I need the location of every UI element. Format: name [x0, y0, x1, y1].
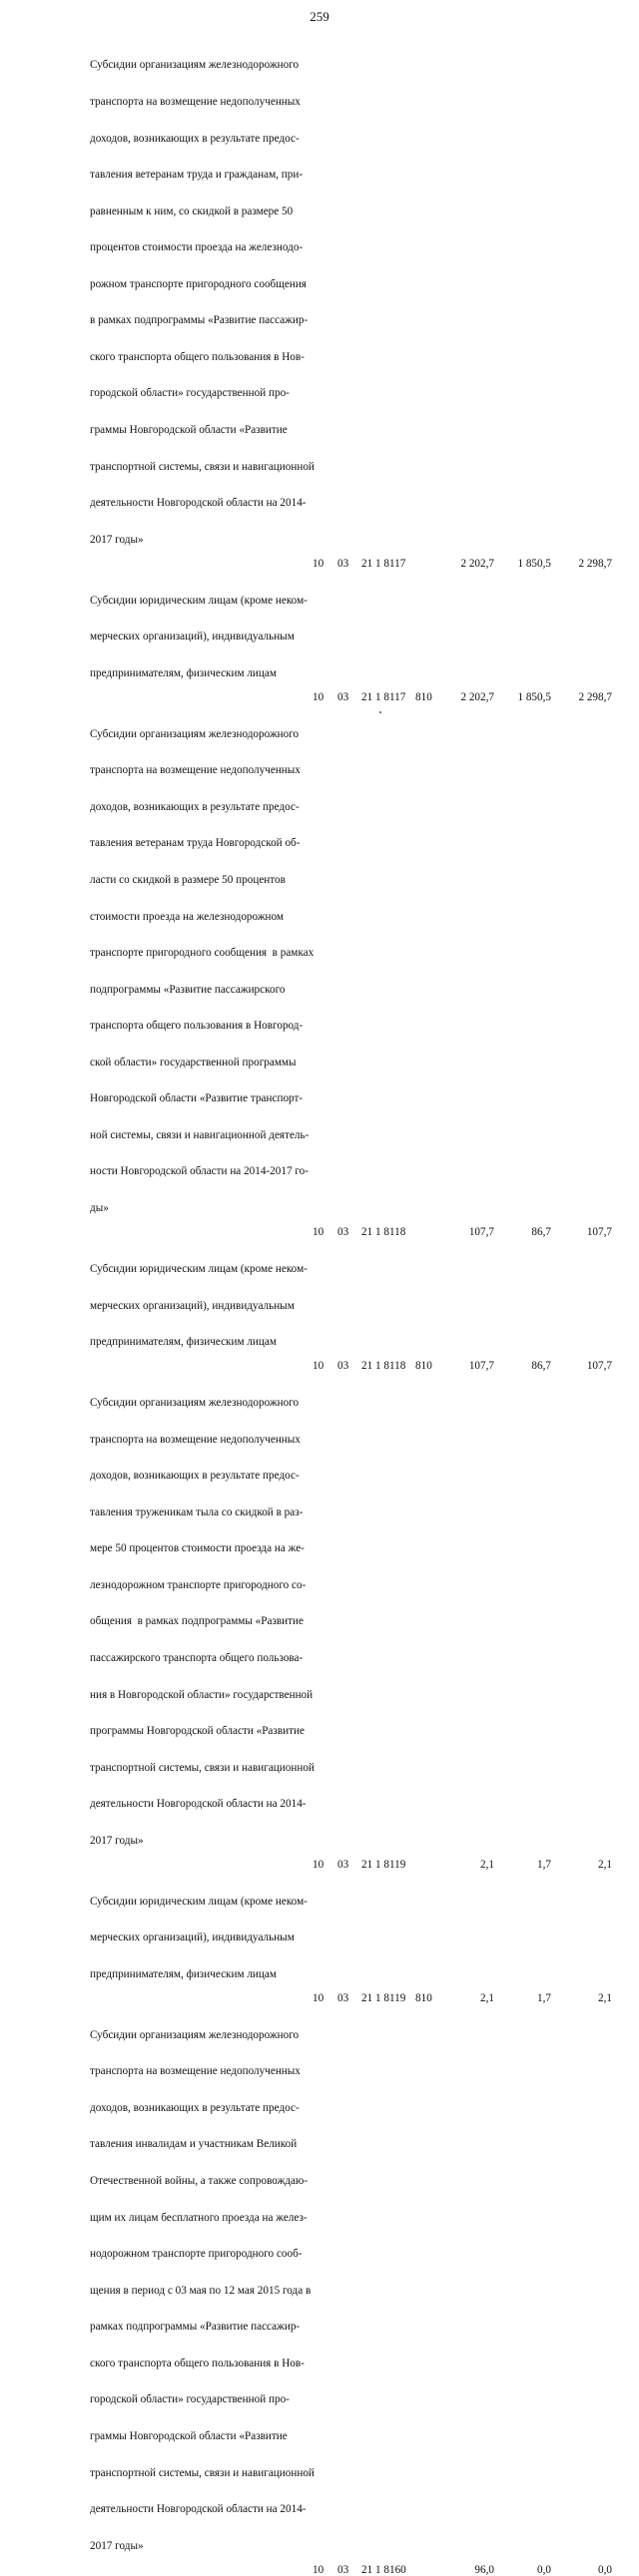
description-line: 2017 годы» [90, 533, 144, 546]
description-line: стоимости проезда на железнодорожном [90, 910, 284, 923]
table-row [0, 1239, 639, 1373]
amount-year-2: 1 850,5 [517, 691, 551, 704]
description-line: граммы Новгородской области «Развитие [90, 2429, 288, 2442]
amount-year-1: 2,1 [480, 1992, 494, 2005]
row-values [0, 1992, 639, 2004]
target-article-code: 21 1 8118 [361, 1226, 406, 1239]
amount-year-3: 2,1 [598, 1859, 612, 1872]
table-row [0, 35, 639, 570]
subsection-code: 03 [337, 1360, 349, 1373]
description-line: транспорта общего пользования в Новгород- [90, 1020, 304, 1033]
subsection-code: 03 [337, 691, 349, 704]
expense-type-code: 810 [415, 691, 432, 704]
description-line: процентов стоимости проезда на железнодо- [90, 241, 304, 254]
row-description [90, 2004, 315, 2576]
amount-year-1: 2 202,7 [460, 558, 494, 571]
description-line: ласти со скидкой в размере 50 процентов [90, 873, 286, 886]
description-line: деятельности Новгородской области на 2014- [90, 1798, 307, 1811]
description-line: Субсидии юридическим лицам (кроме неком- [90, 1262, 308, 1275]
row-description [90, 570, 312, 703]
description-line: транспортной системы, связи и навигационной [90, 1761, 315, 1774]
section-code: 10 [313, 1859, 324, 1872]
description-line: в рамках подпрограммы «Развитие пассажир- [90, 314, 309, 327]
description-line: доходов, возникающих в результате предос- [90, 1470, 300, 1483]
row-description [90, 703, 315, 1238]
description-line: Отечественной войны, а также сопровождаю- [90, 2175, 309, 2187]
target-article-code: 21 1 8117 [361, 691, 406, 704]
description-line: Новгородской области «Развитие транспорт- [90, 1092, 304, 1105]
description-line: транспорта на возмещение недополученных [90, 2065, 301, 2078]
description-line: транспортной системы, связи и навигационной [90, 460, 315, 473]
description-line: предпринимателям, физическим лицам [90, 1967, 277, 1980]
target-article-code: 21 1 8117 [361, 558, 406, 571]
description-line: транспорта на возмещение недополученных [90, 95, 301, 108]
amount-year-2: 1,7 [537, 1859, 551, 1872]
amount-year-3: 107,7 [586, 1226, 612, 1239]
section-code: 10 [313, 1360, 324, 1373]
description-line: ния в Новгородской области» государственной [90, 1688, 314, 1701]
target-article-code: 21 1 8119 [361, 1992, 406, 2005]
budget-table [0, 35, 639, 2576]
table-row [0, 1373, 639, 1872]
row-values [0, 2564, 639, 2576]
description-line: транспорта на возмещение недополученных [90, 764, 301, 777]
description-line: ности Новгородской области на 2014-2017 го- [90, 1165, 309, 1178]
description-line: Субсидии организациям железнодорожного [90, 59, 300, 72]
description-line: подпрограммы «Развитие пассажирского [90, 983, 286, 996]
subsection-code: 03 [337, 558, 349, 571]
subsection-code: 03 [337, 2564, 349, 2576]
description-line: тавления ветеранам труда и гражданам, при- [90, 169, 304, 182]
description-line: транспортной системы, связи и навигационной [90, 2466, 315, 2479]
amount-year-1: 2,1 [480, 1859, 494, 1872]
amount-year-2: 1 850,5 [517, 558, 551, 571]
description-line: мерческих организаций), индивидуальным [90, 1299, 295, 1312]
target-article-code: 21 1 8119 [361, 1859, 406, 1872]
description-line: ского транспорта общего пользования в Нов- [90, 350, 305, 363]
description-line: общения в рамках подпрограммы «Развитие [90, 1615, 304, 1628]
amount-year-3: 2,1 [598, 1992, 612, 2005]
amount-year-3: 0,0 [598, 2564, 612, 2576]
section-code: 10 [313, 1226, 324, 1239]
description-line: тавления труженикам тыла со скидкой в раз- [90, 1505, 304, 1518]
description-line: пассажирского транспорта общего пользова- [90, 1651, 304, 1664]
description-line: мере 50 процентов стоимости проезда на же- [90, 1542, 305, 1555]
expense-type-code: 810 [415, 1360, 432, 1373]
description-line: доходов, возникающих в результате предос- [90, 2101, 300, 2114]
target-article-code: 21 1 8160 [361, 2564, 406, 2576]
row-values [0, 1360, 639, 1372]
amount-year-3: 2 298,7 [578, 691, 612, 704]
description-line: Субсидии организациям железнодорожного [90, 1397, 300, 1409]
amount-year-3: 107,7 [586, 1360, 612, 1373]
description-line: городской области» государственной про- [90, 387, 290, 400]
amount-year-2: 86,7 [531, 1360, 551, 1373]
table-row [0, 703, 639, 1238]
subsection-code: 03 [337, 1992, 349, 2005]
amount-year-2: 0,0 [537, 2564, 551, 2576]
description-line: ского транспорта общего пользования в Нов- [90, 2357, 305, 2369]
amount-year-1: 96,0 [474, 2564, 494, 2576]
description-line: Субсидии юридическим лицам (кроме неком- [90, 594, 308, 607]
row-values [0, 1859, 639, 1871]
description-line: мерческих организаций), индивидуальным [90, 631, 295, 644]
section-code: 10 [313, 1992, 324, 2005]
description-line: транспорта на возмещение недополученных [90, 1433, 301, 1446]
amount-year-3: 2 298,7 [578, 558, 612, 571]
amount-year-1: 107,7 [468, 1226, 494, 1239]
description-line: деятельности Новгородской области на 2014- [90, 2503, 307, 2516]
description-line: Субсидии юридическим лицам (кроме неком- [90, 1895, 308, 1908]
description-line: предпринимателям, физическим лицам [90, 666, 277, 679]
amount-year-1: 107,7 [468, 1360, 494, 1373]
description-line: транспорте пригородного сообщения в рамках [90, 947, 315, 960]
description-line: Субсидии организациям железнодорожного [90, 2028, 300, 2041]
table-row [0, 1871, 639, 2004]
section-code: 10 [313, 2564, 324, 2576]
description-line: нодорожном транспорте пригородного сооб- [90, 2248, 303, 2261]
row-description [90, 1239, 312, 1373]
subsection-code: 03 [337, 1859, 349, 1872]
description-line: граммы Новгородской области «Развитие [90, 424, 288, 436]
description-line: щения в период с 03 мая по 12 мая 2015 года в [90, 2284, 312, 2297]
description-line: лезнодорожном транспорте пригородного со- [90, 1578, 307, 1591]
subsection-code: 03 [337, 1226, 349, 1239]
description-line: доходов, возникающих в результате предос- [90, 132, 300, 145]
amount-year-2: 1,7 [537, 1992, 551, 2005]
description-line: доходов, возникающих в результате предос- [90, 800, 300, 813]
row-values [0, 691, 639, 703]
amount-year-1: 2 202,7 [460, 691, 494, 704]
description-line: 2017 годы» [90, 2539, 144, 2552]
target-article-code: 21 1 8118 [361, 1360, 406, 1373]
description-line: рамках подпрограммы «Развитие пассажир- [90, 2321, 301, 2334]
row-description [90, 1871, 312, 2004]
description-line: программы Новгородской области «Развитие [90, 1725, 305, 1738]
description-line: мерческих организаций), индивидуальным [90, 1932, 295, 1944]
description-line: ной системы, связи и навигационной деятель- [90, 1128, 310, 1141]
row-values [0, 1226, 639, 1238]
description-line: ской области» государственной программы [90, 1056, 297, 1069]
description-line: тавления ветеранам труда Новгородской об- [90, 837, 301, 850]
description-line: городской области» государственной про- [90, 2393, 290, 2406]
table-row [0, 2004, 639, 2576]
row-description [90, 1373, 315, 1872]
table-row [0, 570, 639, 703]
amount-year-2: 86,7 [531, 1226, 551, 1239]
description-line: рожном транспорте пригородного сообщения [90, 277, 307, 290]
description-line: ды» [90, 1202, 109, 1214]
description-line: Субсидии организациям железнодорожного [90, 727, 300, 740]
section-code: 10 [313, 691, 324, 704]
row-description [90, 35, 315, 570]
section-code: 10 [313, 558, 324, 571]
description-line: щим их лицам бесплатного проезда на желез- [90, 2211, 308, 2224]
description-line: тавления инвалидам и участникам Великой [90, 2138, 298, 2151]
description-line: равненным к ним, со скидкой в размере 50 [90, 205, 294, 217]
scan-speck [379, 711, 381, 713]
row-values [0, 558, 639, 570]
description-line: деятельности Новгородской области на 2014- [90, 497, 307, 510]
page-number: 259 [310, 9, 329, 24]
description-line: 2017 годы» [90, 1834, 144, 1847]
expense-type-code: 810 [415, 1992, 432, 2005]
description-line: предпринимателям, физическим лицам [90, 1336, 277, 1349]
